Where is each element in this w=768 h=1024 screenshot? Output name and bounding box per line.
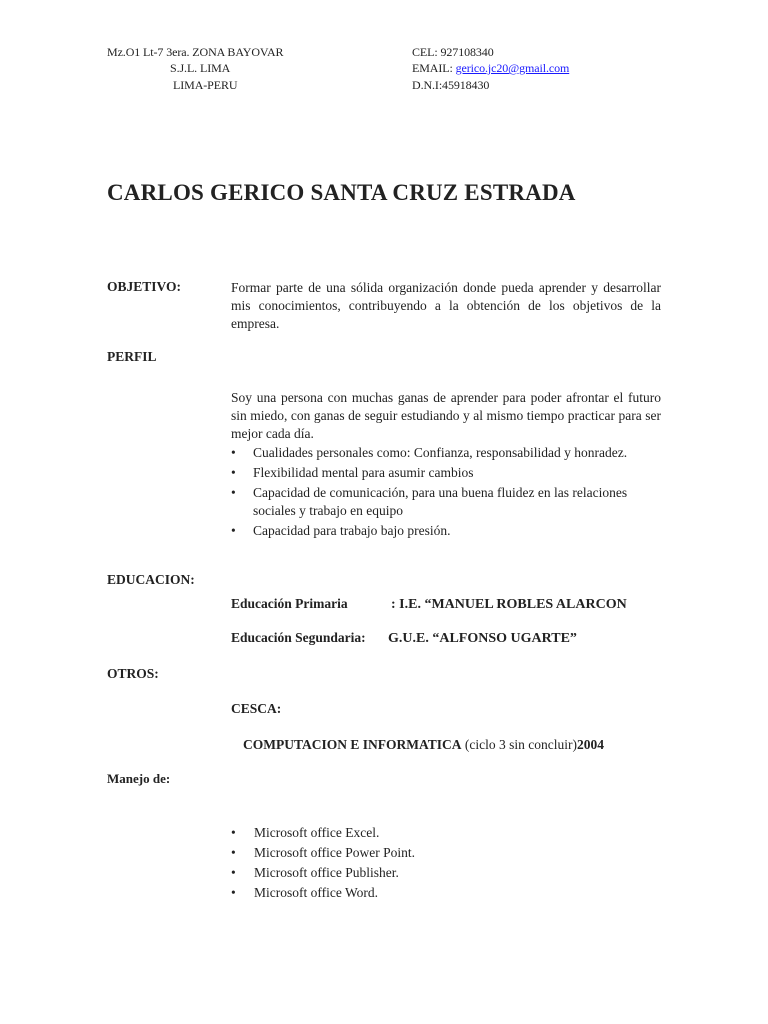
email-link[interactable]: gerico.jc20@gmail.com: [455, 61, 570, 75]
education-primary: [231, 596, 627, 613]
list-item: • Cualidades personales como: Confianza, responsabilidad y honradez.: [231, 444, 663, 462]
full-name-heading: CARLOS GERICO SANTA CRUZ ESTRADA: [107, 180, 576, 205]
secondary-school: G.U.E. “ALFONSO UGARTE”: [388, 631, 577, 646]
list-item: • Flexibilidad mental para asumir cambios: [231, 464, 663, 482]
list-item: • Microsoft office Word.: [231, 884, 531, 902]
list-item: • Microsoft office Excel.: [231, 824, 531, 842]
educacion-label: EDUCACION:: [107, 572, 195, 587]
email-line: [412, 60, 569, 76]
cel-text: CEL: 927108340: [412, 45, 494, 59]
cesca-label: CESCA:: [231, 701, 282, 716]
course-note: (ciclo 3 sin concluir): [461, 737, 577, 752]
course-name: COMPUTACION E INFORMATICA: [243, 737, 462, 752]
primary-school: : I.E. “MANUEL ROBLES ALARCON: [391, 597, 627, 612]
course-line: [243, 736, 604, 754]
address-line-3: LIMA-PERU: [173, 78, 238, 92]
education-secondary: [231, 630, 577, 647]
perfil-label: PERFIL: [107, 349, 157, 364]
course-year: 2004: [576, 737, 604, 752]
address-line-1: Mz.O1 Lt-7 3era. ZONA BAYOVAR: [107, 45, 284, 59]
manejo-list: [231, 824, 531, 902]
list-item: • Capacidad de comunicación, para una buena fluidez en las relaciones sociales y trabajo en equipo: [231, 484, 663, 520]
objetivo-text: Formar parte de una sólida organización donde pueda aprender y desarrollar mis conocimientos, contribuyendo a la obtención de los objetivos de la empresa.: [231, 280, 661, 331]
address-line-2: S.J.L. LIMA: [170, 61, 231, 75]
perfil-text: Soy una persona con muchas ganas de aprender para poder afrontar el futuro sin miedo, con ganas de seguir estudiando y al mismo tiempo practicar para ser mejor cada día.: [231, 390, 661, 441]
dni-text: D.N.I:45918430: [412, 78, 490, 92]
list-item: • Capacidad para trabajo bajo presión.: [231, 522, 663, 540]
email-label: EMAIL:: [412, 61, 456, 75]
manejo-label: Manejo de:: [107, 771, 171, 786]
list-item: • Microsoft office Power Point.: [231, 844, 531, 862]
secondary-label: Educación Segundaria:: [231, 630, 366, 645]
perfil-bullets: [231, 444, 663, 540]
objetivo-label: OBJETIVO:: [107, 279, 181, 294]
primary-label: Educación Primaria: [231, 596, 348, 611]
list-item: • Microsoft office Publisher.: [231, 864, 531, 882]
otros-label: OTROS:: [107, 666, 159, 681]
